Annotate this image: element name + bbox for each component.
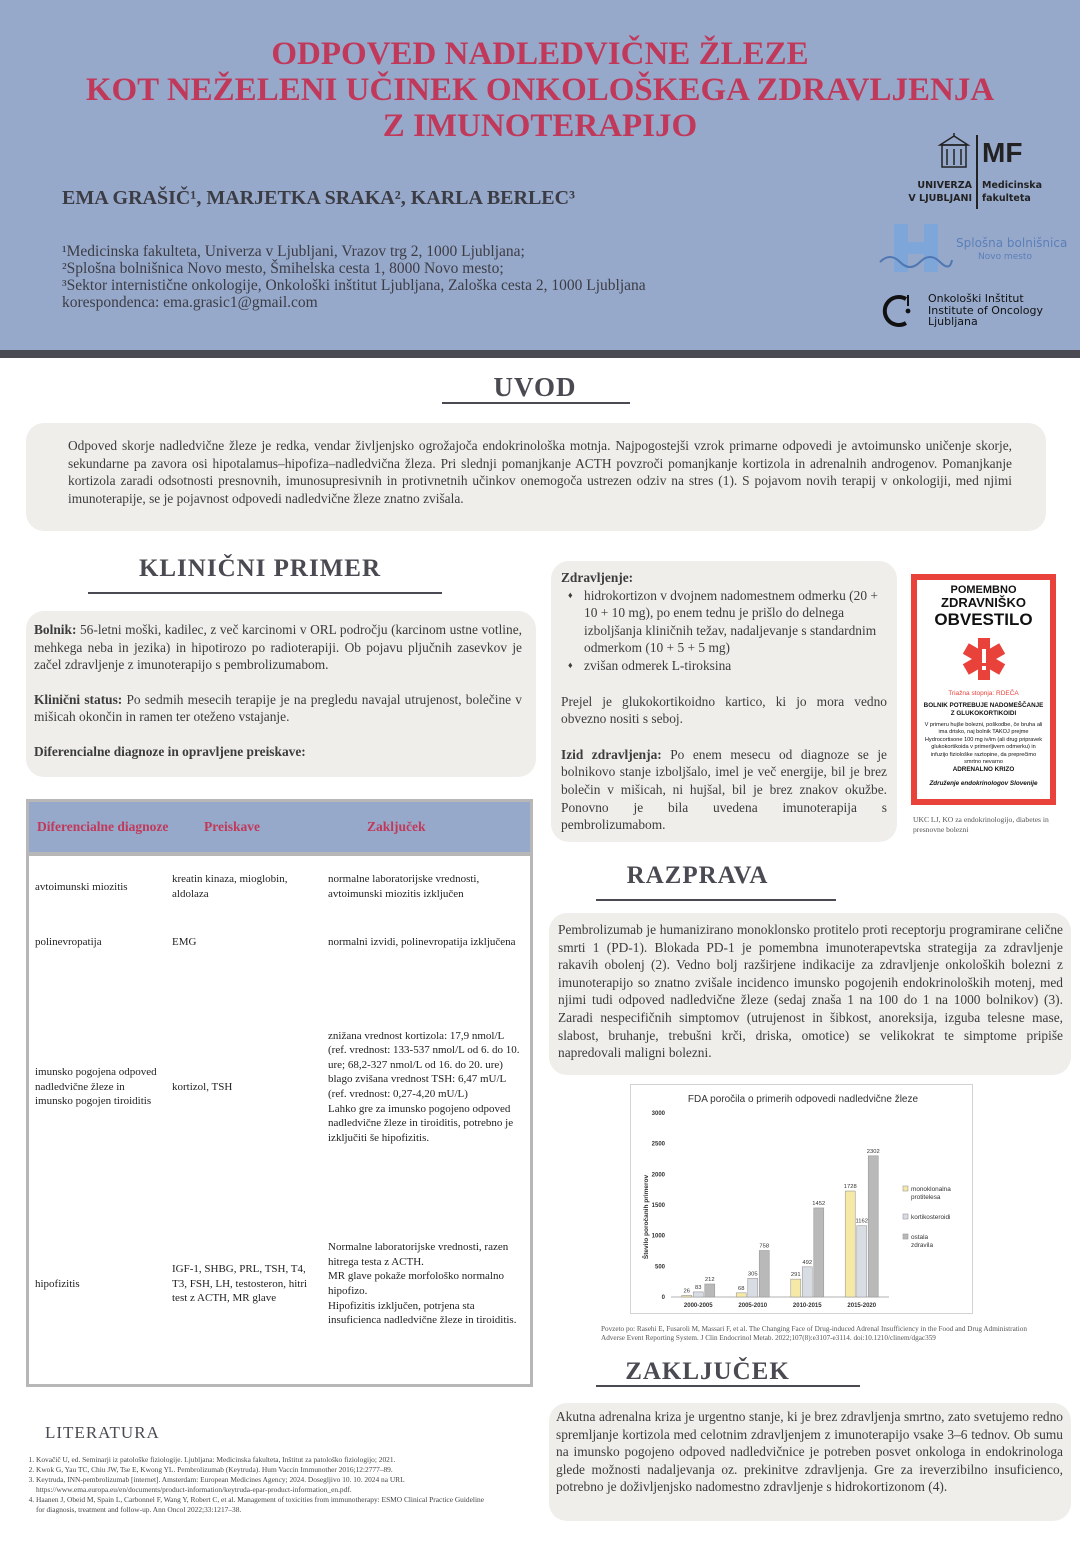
mf-name: Medicinska fakulteta: [982, 180, 1042, 204]
bolnik-paragraph: [34, 621, 522, 674]
chart-bar: [845, 1191, 855, 1297]
cell-diagnosis: imunsko pogojena odpoved nadledvične žleze in imunsko pogojen tiroiditis: [35, 1066, 157, 1108]
bullet-icon: ♦: [568, 659, 573, 670]
cell-tests: kortizol, TSH: [172, 1080, 233, 1093]
chart-bar: [802, 1267, 812, 1297]
uvod-text: Odpoved skorje nadledvične žleze je redka, vendar življenjsko ogrožajoča endokrinološka motnja. Najpogostejši vzrok primarne odpovedi je avtoimunsko uničenje skorje, sekundarne pa zavora osi hipotalamus–hipofiza–nadledvična žleza. Pri slednji pomanjkanje ACTH povzroči pomanjkanje kortizola in adrenalnih androgenov. Pomanjkanje kortizola zaradi odsotnosti presnovnih, imunosupresivnih in protivnetnih učinkov onemogoča ustrezen odziv na stres (1). S pojavom novih terapij v onkologiji, med njimi imunoterapije, se je pojavnost odpovedi nadledvične žleze znatno zvišala.: [68, 438, 1012, 506]
table-header-cell: Preiskave: [204, 819, 260, 834]
chart-bar: [868, 1156, 878, 1297]
table-header-cell: Zaključek: [367, 819, 426, 834]
zdravljenje-label: Zdravljenje:: [561, 570, 634, 585]
title-line: KOT NEŽELENI UČINEK ONKOLOŠKEGA ZDRAVLJENJA: [85, 72, 995, 108]
uvod-box: [26, 423, 1046, 531]
chart-y-tick-label: 3000: [651, 1111, 665, 1117]
section-heading-razprava: RAZPRAVA: [626, 862, 769, 889]
chart-data-label: 68: [738, 1285, 745, 1292]
chart-y-tick-label: 500: [654, 1264, 665, 1271]
poster-title: [40, 36, 1040, 144]
chart-x-tick-label: 2015-2020: [847, 1303, 877, 1309]
oi-name: Onkološki Inštitut Institute of Oncology Ljubljana: [928, 292, 1043, 329]
chart-x-tick-label: 2005-2010: [738, 1303, 768, 1309]
status-paragraph: [34, 691, 522, 726]
heading-underline: [596, 1385, 860, 1387]
sb-novo-mesto-logo: [878, 222, 1068, 274]
affiliations: [62, 243, 646, 311]
glucocorticoid-card: [911, 574, 1056, 805]
chart-title: FDA poročila o primerih odpovedi nadledvične žleze: [687, 1094, 919, 1105]
table-row: [29, 970, 530, 1204]
chart-bar: [748, 1278, 758, 1297]
diagnoses-table: [26, 799, 533, 1387]
header-divider: [0, 350, 1080, 358]
cell-tests: EMG: [172, 935, 197, 948]
fda-chart: [630, 1084, 973, 1314]
chart-legend-label: ostala zdravila: [911, 1234, 934, 1249]
sb-name: Splošna bolnišnica: [956, 236, 1068, 250]
status-text: Po sedmih mesecih terapije je na pregledu navajal utrujenost, bolečine v mišicah okončin in ramen ter oteženo vstajanje.: [34, 691, 522, 725]
chart-data-label: 212: [704, 1276, 715, 1283]
reference-item: 1. Kovačič U, ed. Seminarji iz patološke fiziologije. Ljubljana: Medicinska fakulteta, Inštitut za patološko fiziologijo; 2021.: [36, 1455, 492, 1465]
oi-logo: [880, 292, 1070, 332]
reference-item: 3. Keytruda, INN-pembrolizumab [internet]. Amsterdam: European Medicines Agency; 2024. Dosegljivo 10. 10. 2024 na URL https://www.ema.europa.eu/en/documents/product-information/keytruda-epar-product-information_en.pdf.: [36, 1475, 492, 1495]
hospital-logo-icon: [878, 222, 954, 274]
chart-bar: [791, 1279, 801, 1297]
uni-mf-logo: [900, 133, 1060, 213]
section-heading-zakljucek: ZAKLJUČEK: [625, 1358, 790, 1385]
table-header-cell: Diferencialne diagnoze: [37, 819, 169, 834]
table-row: [29, 914, 530, 970]
card-line3: OBVESTILO: [934, 610, 1033, 629]
card-caption: UKC LJ, KO za endokrinologijo, diabetes in presnovne bolezni: [913, 815, 1049, 834]
izid-paragraph: [561, 746, 887, 834]
razprava-box: [549, 913, 1071, 1075]
chart-y-tick-label: 2500: [651, 1141, 665, 1148]
reference-item: 4. Haanen J, Obeid M, Spain L, Carbonnel F, Wang Y, Robert C, et al. Management of toxicities from immunotherapy: ESMO Clinical Practice Guideline for diagnosis, treatment and follow-up. Ann Oncol 2022;33:1217–38.: [36, 1495, 492, 1515]
chart-bar: [682, 1295, 692, 1297]
izid-text: Po enem mesecu od diagnoze se je bolnikovo stanje izboljšalo, imel je več energije, bil je brez bolečin v mišicah, ni hujšal, bil je brez znakov okužbe. Ponovno je bila uvedena imunoterapija s pembrolizumabom.: [561, 746, 887, 833]
diferencialne-label: Diferencialne diagnoze in opravljene preiskave:: [34, 743, 306, 759]
card-krisis: ADRENALNO KRIZO: [952, 766, 1015, 774]
cell-diagnosis: avtoimunski miozitis: [35, 880, 128, 893]
chart-data-label: 291: [790, 1272, 801, 1279]
authors: EMA GRAŠIČ¹, MARJETKA SRAKA², KARLA BERLEC³: [62, 187, 576, 209]
bolnik-text: 56-letni moški, kadilec, z več karcinomi v ORL področju (karcinom ustne votline, mehkega neba in jezika) in hipotirozo po radioterapiji. Ob pojavu pljučnih zasevkov je začel zdravljenje z imunoterapijo s pembrolizumabom.: [34, 622, 522, 673]
reference-item: 2. Kwok G, Yau TC, Chiu JW, Tse E, Kwong YL. Pembrolizumab (Keytruda). Hum Vaccin Immunother 2016;12:2777–89.: [36, 1465, 492, 1475]
chart-y-tick-label: 1500: [651, 1203, 665, 1209]
correspondence: korespondenca: ema.grasic1@gmail.com: [62, 294, 318, 311]
chart-x-tick-label: 2000-2005: [683, 1303, 713, 1309]
cell-result: znižana vrednost kortizola: 17,9 nmol/L (ref. vrednost: 133-537 nmol/L od 6. do 10. ure; 68,2-327 nmol/L od 16. do 20. ure) blago zvišana vrednost TSH: 6,47 mU/L (ref. vrednost: 0,27-4,20 mU/L) Lahko gre za imunsko pogojeno odpoved nadledvične žleze in tiroiditis, potrebno je izključiti še hipofizitis.: [328, 1029, 520, 1144]
chart-legend-swatch: [903, 1186, 908, 1191]
chart-data-label: 83: [695, 1284, 702, 1291]
title-line: Z IMUNOTERAPIJO: [382, 108, 698, 144]
chart-data-label: 492: [802, 1259, 813, 1266]
chart-data-label: 2302: [866, 1148, 880, 1155]
klinicni-box: [26, 611, 536, 777]
chart-data-label: 26: [683, 1288, 690, 1295]
status-label: Klinični status:: [34, 691, 123, 707]
chart-data-label: 1452: [812, 1200, 826, 1207]
card-footer: Združenje endokrinologov Slovenije: [929, 780, 1038, 788]
cell-tests: kreatin kinaza, mioglobin, aldolaza: [172, 873, 288, 900]
heading-underline: [88, 592, 442, 594]
chart-data-label: 305: [747, 1271, 758, 1278]
section-heading-uvod: UVOD: [493, 372, 577, 402]
mf-logo-text: MF: [982, 137, 1023, 168]
chart-legend-swatch: [903, 1214, 908, 1219]
heading-underline: [442, 402, 630, 404]
chart-x-tick-label: 2010-2015: [792, 1303, 822, 1309]
table-body: [29, 860, 530, 1364]
chart-legend-label: monoklonalna protitelesa: [911, 1186, 951, 1201]
heading-underline: [596, 899, 836, 901]
cell-result: normalni izvidi, polinevropatija izključena: [328, 935, 516, 948]
cell-tests: IGF-1, SHBG, PRL, TSH, T4, T3, FSH, LH, testosteron, hitri test z ACTH, MR glave: [172, 1263, 308, 1305]
chart-legend-swatch: [903, 1234, 908, 1239]
bolnik-label: Bolnik:: [34, 622, 77, 637]
oncology-institute-icon: [880, 292, 916, 330]
chart-bar: [814, 1208, 824, 1297]
treatment-bullet: ♦ hidrokortizon v dvojnem nadomestnem odmerku (20 + 10 + 10 mg), po enem tednu je prišlo do delnega izboljšanja kliničnih težav, nadaljevanje s standardnim odmerkom (10 + 5 + 5 mg): [568, 587, 878, 656]
card-bold-text: BOLNIK POTREBUJE NADOMEŠČANJE Z GLUKOKORTIKOIDI: [923, 702, 1044, 717]
chart-y-tick-label: 1000: [651, 1233, 665, 1240]
treatment-bullet: ♦ zvišan odmerek L-tiroksina: [568, 657, 732, 673]
cell-diagnosis: polinevropatija: [35, 935, 102, 948]
chart-ylabel: Število poročanih primerov: [643, 1174, 650, 1260]
title-line: ODPOVED NADLEDVIČNE ŽLEZE: [271, 36, 809, 72]
medical-star-icon: [960, 635, 1008, 683]
razprava-text: Pembrolizumab je humanizirano monoklonsko protitelo proti receptorju programirane celične smrti 1 (PD-1). Blokada PD-1 je pomembna imunoterapevtska strategija za zdravljenje rakavih obolenj (2). Vedno bolj razširjene indikacije za zdravljenje onkoloških bolezni z imunoterapijo so znatno zvišale incidenco imunsko pogojenih endokrinoloških motenj, med njimi tudi odpoved nadledvične žleze (sedaj znaša 1 na 100 do 1 na 1000 bolnikov) (3). Zaradi nespecifičnih simptomov (utrujenost in šibkost, anoreksija, izguba telesne mase, slabost, bruhanje, trebušni krči, driska, omotice) se velikokrat te simptome pripiše napredovali maligni bolezni.: [558, 922, 1063, 1061]
kartica-text: Prejel je glukokortikoidno kartico, ki jo mora vedno obvezno nositi s seboj.: [561, 693, 887, 727]
table-row: [29, 1204, 530, 1364]
card-line1: POMEMBNO: [950, 584, 1017, 596]
chart-data-label: 1728: [843, 1184, 857, 1191]
chart-data-label: 758: [759, 1243, 770, 1250]
cell-diagnosis: hipofizitis: [35, 1277, 80, 1290]
chart-legend-label: kortikosteroidi: [911, 1214, 951, 1221]
bullet-icon: ♦: [568, 589, 573, 600]
cell-result: Normalne laboratorijske vrednosti, razen hitrega testa z ACTH. MR glave pokaže morfološko normalno hipofizo. Hipofizitis izključen, potrjena sta insuficienca nadledvične žleze in tiroiditis.: [328, 1241, 517, 1327]
zakljucek-text: Akutna adrenalna kriza je urgentno stanje, ki je brez zdravljenja smrtno, zato svetujemo redno spremljanje kortizola med celotnim zdravljenjem z imunoterapijo vsake 3–6 tednov. Ob sumu na imunsko pogojeno odpoved nadledvičnice je potreben posvet onkologa in endokrinologa glede možnosti nadaljevanja oz. prekinitve zdravljenja. Gre za ireverzibilno insuficienco, potrebno je doživljenjsko nadomestno zdravljenje s hidrokortizonom (4).: [556, 1409, 1063, 1495]
table-header: [29, 802, 530, 852]
section-heading-klinicni-primer: KLINIČNI PRIMER: [138, 555, 382, 582]
izid-label: Izid zdravljenja:: [561, 746, 662, 762]
chart-data-label: 1162: [855, 1218, 868, 1225]
section-heading-literatura: LITERATURA: [45, 1423, 160, 1442]
chart-bar: [759, 1251, 769, 1297]
uni-name: UNIVERZA V LJUBLJANI: [908, 180, 972, 204]
affiliation-line: ¹Medicinska fakulteta, Univerza v Ljubljani, Vrazov trg 2, 1000 Ljubljana;: [62, 243, 525, 260]
card-triage: Triažna stopnja: RDEČA: [948, 690, 1019, 697]
chart-svg: [631, 1085, 974, 1315]
cell-result: normalne laboratorijske vrednosti, avtoimunski miozitis izključen: [328, 873, 480, 900]
affiliation-line: ³Sektor internistične onkologije, Onkološki inštitut Ljubljana, Zaloška cesta 2, 1000 Ljubljana: [62, 277, 646, 294]
chart-y-tick-label: 0: [661, 1295, 665, 1301]
chart-source: Povzeto po: Rasehi E, Fusaroli M, Massari F, et al. The Changing Face of Drug-induced Adrenal Insufficiency in the Food and Drug Administration Adverse Event Reporting System. J Clin Endocrinol Metab. 2022;107(8):e3107-e3114. doi:10.1210/clinem/dgac359: [601, 1325, 1027, 1342]
table-row: [29, 860, 530, 914]
zdravljenje-box: [551, 561, 897, 842]
reference-list: [22, 1455, 492, 1515]
chart-y-tick-label: 2000: [651, 1172, 665, 1179]
affiliation-line: ²Splošna bolnišnica Novo mesto, Šmihelska cesta 1, 8000 Novo mesto;: [62, 260, 504, 277]
chart-bar: [693, 1292, 703, 1297]
card-body-text: V primeru hujše bolezni, poškodbe, če bruha ali ima drisko, naj bolnik TAKOJ prejme Hydrocortisone 100 mg iv/im (ali drug pripravek glukokortikoida v primerljivem odmerku) in infuzijo fiziološke raztopine, da preprečimo smrtno nevarno: [924, 722, 1043, 766]
chart-bar: [736, 1293, 746, 1297]
card-line2: ZDRAVNIŠKO: [941, 595, 1026, 610]
chart-bar: [857, 1226, 867, 1297]
sb-city: Novo mesto: [978, 252, 1032, 262]
zakljucek-box: [549, 1403, 1071, 1521]
chart-bar: [705, 1284, 715, 1297]
